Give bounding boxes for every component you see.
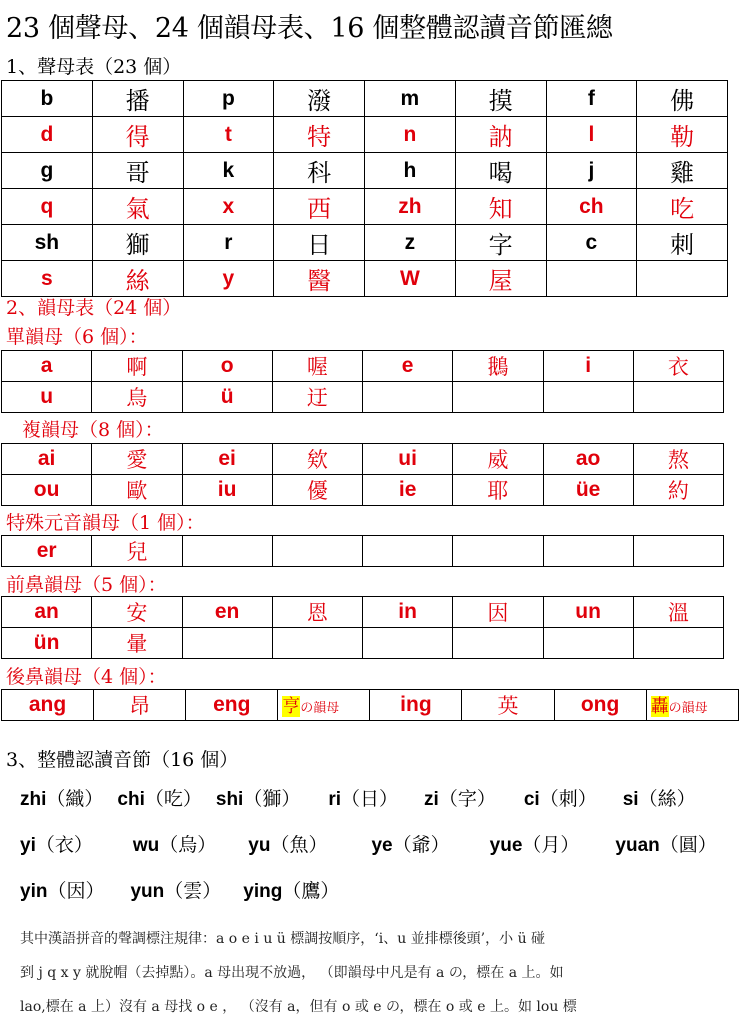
table-cell: 約 bbox=[633, 475, 723, 506]
table-row bbox=[2, 628, 724, 659]
table-cell: un bbox=[543, 597, 633, 628]
table-cell bbox=[278, 690, 370, 721]
table-cell: s bbox=[2, 261, 93, 297]
syllable-item bbox=[20, 881, 104, 902]
syllable-item bbox=[248, 835, 327, 856]
syllable-character: （日） bbox=[341, 788, 399, 810]
table-cell: ün bbox=[2, 628, 92, 659]
syllable-character: （字） bbox=[438, 788, 496, 810]
table-cell: 雞 bbox=[637, 153, 728, 189]
tone-rule-paragraph-line: 其中漢語拼音的聲調標注規律：a o e i u ü 標調按順序，‘i、u 並排標後頭’，小 ü 碰 bbox=[20, 931, 546, 947]
table-cell: 英 bbox=[462, 690, 554, 721]
syllable-pinyin: yu bbox=[248, 835, 271, 856]
syllable-pinyin: ying bbox=[243, 881, 283, 902]
table-cell: m bbox=[365, 81, 456, 117]
syllable-pinyin: yue bbox=[489, 835, 523, 856]
table-cell: sh bbox=[2, 225, 93, 261]
syllable-character: （獅） bbox=[243, 788, 301, 810]
front-nasal-heading: 前鼻韻母（5 個）： bbox=[6, 574, 167, 596]
table-cell: t bbox=[183, 117, 274, 153]
table-row bbox=[2, 444, 724, 475]
syllable-pinyin: yuan bbox=[615, 835, 660, 856]
table-cell: zh bbox=[365, 189, 456, 225]
syllable-item bbox=[424, 789, 496, 810]
table-cell: 知 bbox=[455, 189, 546, 225]
syllable-pinyin: yun bbox=[130, 881, 165, 902]
syllable-pinyin: wu bbox=[132, 835, 160, 856]
syllable-pinyin: chi bbox=[117, 789, 145, 810]
syllable-character: （織） bbox=[46, 788, 104, 810]
table-cell: k bbox=[183, 153, 274, 189]
syllable-character: （鷹） bbox=[282, 880, 340, 902]
table-cell: iu bbox=[182, 475, 272, 506]
table-cell bbox=[363, 382, 453, 413]
table-cell: o bbox=[182, 351, 272, 382]
table-cell bbox=[182, 536, 272, 567]
syllable-character: （絲） bbox=[638, 788, 696, 810]
back-nasal-heading: 後鼻韻母（4 個）： bbox=[6, 666, 167, 688]
table-cell: ch bbox=[546, 189, 637, 225]
special-finals-heading: 特殊元音韻母（1 個）： bbox=[6, 512, 205, 534]
table-cell: ong bbox=[554, 690, 646, 721]
table-row bbox=[2, 261, 728, 297]
table-cell: 西 bbox=[274, 189, 365, 225]
table-cell: 啊 bbox=[92, 351, 182, 382]
syllable-pinyin: ci bbox=[523, 789, 540, 810]
table-row bbox=[2, 81, 728, 117]
table-cell: er bbox=[2, 536, 92, 567]
table-cell: e bbox=[363, 351, 453, 382]
compound-finals-table bbox=[1, 443, 724, 506]
table-cell: b bbox=[2, 81, 93, 117]
table-cell bbox=[182, 628, 272, 659]
front-nasal-table bbox=[1, 596, 724, 659]
table-cell bbox=[633, 536, 723, 567]
syllable-item bbox=[117, 789, 201, 810]
table-cell bbox=[543, 536, 633, 567]
initials-heading: 1、聲母表（23 個） bbox=[6, 56, 182, 78]
compound-finals-heading: 複韻母（8 個）： bbox=[22, 419, 164, 441]
syllable-item bbox=[328, 789, 398, 810]
table-cell: 暈 bbox=[92, 628, 182, 659]
table-cell: ai bbox=[2, 444, 92, 475]
table-cell: ou bbox=[2, 475, 92, 506]
whole-syllables-line bbox=[20, 876, 339, 903]
table-cell: 烏 bbox=[92, 382, 182, 413]
syllable-character: （圓） bbox=[659, 834, 717, 856]
table-cell: ie bbox=[363, 475, 453, 506]
tone-rule-paragraph-line: 到 j q x y 就脫帽（去掉點）。a 母出現不放過， （即韻母中凡是有 a の，標在 a 上。如 bbox=[20, 965, 564, 981]
table-cell bbox=[363, 536, 453, 567]
syllable-item bbox=[216, 789, 300, 810]
table-cell: 鵝 bbox=[453, 351, 543, 382]
table-cell: 得 bbox=[92, 117, 183, 153]
table-cell bbox=[453, 382, 543, 413]
table-cell: j bbox=[546, 153, 637, 189]
table-row bbox=[2, 382, 724, 413]
table-cell: i bbox=[543, 351, 633, 382]
table-cell bbox=[543, 628, 633, 659]
table-cell: f bbox=[546, 81, 637, 117]
page-title: 23 個聲母、24 個韻母表、16 個整體認讀音節匯總 bbox=[6, 13, 613, 44]
table-cell bbox=[453, 628, 543, 659]
table-cell: z bbox=[365, 225, 456, 261]
table-row bbox=[2, 597, 724, 628]
syllable-pinyin: ye bbox=[371, 835, 393, 856]
table-cell: 因 bbox=[453, 597, 543, 628]
table-cell: ei bbox=[182, 444, 272, 475]
table-cell: ing bbox=[370, 690, 462, 721]
table-row bbox=[2, 690, 739, 721]
table-cell: 播 bbox=[92, 81, 183, 117]
tone-rule-paragraph-line: lao,標在 a 上）沒有 a 母找 o e ， （沒有 a，但有 o 或 e の，標在 o 或 e 上。如 lou 標 bbox=[20, 999, 577, 1015]
table-cell: 特 bbox=[274, 117, 365, 153]
table-cell: 摸 bbox=[455, 81, 546, 117]
table-cell: 喔 bbox=[272, 351, 362, 382]
syllable-item bbox=[20, 835, 93, 856]
syllable-pinyin: shi bbox=[215, 789, 244, 810]
table-cell: 獅 bbox=[92, 225, 183, 261]
syllable-item bbox=[133, 835, 216, 856]
table-cell bbox=[546, 261, 637, 297]
table-cell: 迂 bbox=[272, 382, 362, 413]
table-cell bbox=[646, 690, 738, 721]
table-cell: 衣 bbox=[633, 351, 723, 382]
table-cell: l bbox=[546, 117, 637, 153]
table-cell: 威 bbox=[453, 444, 543, 475]
table-cell: 日 bbox=[274, 225, 365, 261]
table-cell: 科 bbox=[274, 153, 365, 189]
table-cell: 耶 bbox=[453, 475, 543, 506]
table-cell bbox=[543, 382, 633, 413]
syllable-character: （雲） bbox=[164, 880, 222, 902]
table-cell bbox=[637, 261, 728, 297]
table-cell: 愛 bbox=[92, 444, 182, 475]
table-row bbox=[2, 225, 728, 261]
syllable-item bbox=[243, 881, 339, 902]
table-cell: ao bbox=[543, 444, 633, 475]
table-cell: 歐 bbox=[92, 475, 182, 506]
table-cell: 熬 bbox=[633, 444, 723, 475]
syllable-item bbox=[524, 789, 597, 810]
syllable-character: （爺） bbox=[392, 834, 450, 856]
syllable-character: （因） bbox=[47, 880, 105, 902]
syllable-character: （刺） bbox=[539, 788, 597, 810]
syllable-character: （魚） bbox=[270, 834, 328, 856]
table-cell bbox=[272, 628, 362, 659]
syllable-character: （烏） bbox=[159, 834, 217, 856]
table-cell: üe bbox=[543, 475, 633, 506]
back-nasal-table bbox=[1, 689, 739, 721]
syllable-pinyin: ri bbox=[328, 789, 342, 810]
table-cell: eng bbox=[186, 690, 278, 721]
table-cell: r bbox=[183, 225, 274, 261]
table-cell: 優 bbox=[272, 475, 362, 506]
table-cell: 吃 bbox=[637, 189, 728, 225]
whole-syllables-heading: 3、整體認讀音節（16 個） bbox=[6, 749, 239, 771]
table-cell: W bbox=[365, 261, 456, 297]
table-cell: 勒 bbox=[637, 117, 728, 153]
whole-syllables-line bbox=[20, 830, 717, 857]
table-cell bbox=[633, 382, 723, 413]
whole-syllables-line bbox=[20, 784, 696, 811]
table-row bbox=[2, 117, 728, 153]
table-cell: a bbox=[2, 351, 92, 382]
table-cell bbox=[453, 536, 543, 567]
table-cell: ang bbox=[2, 690, 94, 721]
table-cell: 安 bbox=[92, 597, 182, 628]
syllable-item bbox=[490, 835, 580, 856]
table-cell: 訥 bbox=[455, 117, 546, 153]
table-cell bbox=[633, 628, 723, 659]
table-cell: 喝 bbox=[455, 153, 546, 189]
ong-final-note: の韻母 bbox=[668, 701, 708, 716]
table-row bbox=[2, 351, 724, 382]
table-cell: 屋 bbox=[455, 261, 546, 297]
table-cell: h bbox=[365, 153, 456, 189]
table-cell: y bbox=[183, 261, 274, 297]
table-row bbox=[2, 153, 728, 189]
table-cell: 刺 bbox=[637, 225, 728, 261]
table-row bbox=[2, 189, 728, 225]
table-cell: an bbox=[2, 597, 92, 628]
table-cell: 昂 bbox=[94, 690, 186, 721]
table-cell: q bbox=[2, 189, 93, 225]
table-cell: 欸 bbox=[272, 444, 362, 475]
table-cell: ui bbox=[363, 444, 453, 475]
table-cell: 絲 bbox=[92, 261, 183, 297]
table-cell: en bbox=[182, 597, 272, 628]
table-cell: n bbox=[365, 117, 456, 153]
eng-final-note: の韻母 bbox=[300, 701, 340, 716]
table-cell: p bbox=[183, 81, 274, 117]
table-cell: 潑 bbox=[274, 81, 365, 117]
table-cell: 溫 bbox=[633, 597, 723, 628]
eng-final-char: 亨 bbox=[282, 696, 301, 717]
table-cell bbox=[363, 628, 453, 659]
syllable-character: （月） bbox=[522, 834, 580, 856]
simple-finals-heading: 單韻母（6 個）： bbox=[6, 326, 148, 348]
initials-table bbox=[1, 80, 728, 297]
table-row bbox=[2, 536, 724, 567]
syllable-pinyin: zi bbox=[424, 789, 439, 810]
table-cell: in bbox=[363, 597, 453, 628]
syllable-pinyin: si bbox=[622, 789, 639, 810]
simple-finals-table bbox=[1, 350, 724, 413]
table-cell: x bbox=[183, 189, 274, 225]
table-cell: 恩 bbox=[272, 597, 362, 628]
syllable-item bbox=[371, 835, 449, 856]
ong-final-char: 轟 bbox=[650, 696, 669, 717]
table-cell: 兒 bbox=[92, 536, 182, 567]
table-cell: g bbox=[2, 153, 93, 189]
table-cell bbox=[272, 536, 362, 567]
table-cell: 氣 bbox=[92, 189, 183, 225]
finals-heading: 2、韻母表（24 個） bbox=[6, 297, 182, 319]
special-finals-table bbox=[1, 535, 724, 567]
table-cell: 佛 bbox=[637, 81, 728, 117]
table-cell: 哥 bbox=[92, 153, 183, 189]
table-cell: d bbox=[2, 117, 93, 153]
syllable-pinyin: yi bbox=[20, 835, 36, 856]
table-cell: c bbox=[546, 225, 637, 261]
syllable-item bbox=[623, 789, 696, 810]
syllable-character: （衣） bbox=[35, 834, 93, 856]
table-cell: 醫 bbox=[274, 261, 365, 297]
table-row bbox=[2, 475, 724, 506]
syllable-item bbox=[615, 835, 716, 856]
syllable-item bbox=[20, 789, 103, 810]
syllable-pinyin: zhi bbox=[20, 789, 47, 810]
table-cell: 字 bbox=[455, 225, 546, 261]
table-cell: ü bbox=[182, 382, 272, 413]
syllable-item bbox=[130, 881, 221, 902]
syllable-character: （吃） bbox=[144, 788, 202, 810]
table-cell: u bbox=[2, 382, 92, 413]
syllable-pinyin: yin bbox=[20, 881, 48, 902]
